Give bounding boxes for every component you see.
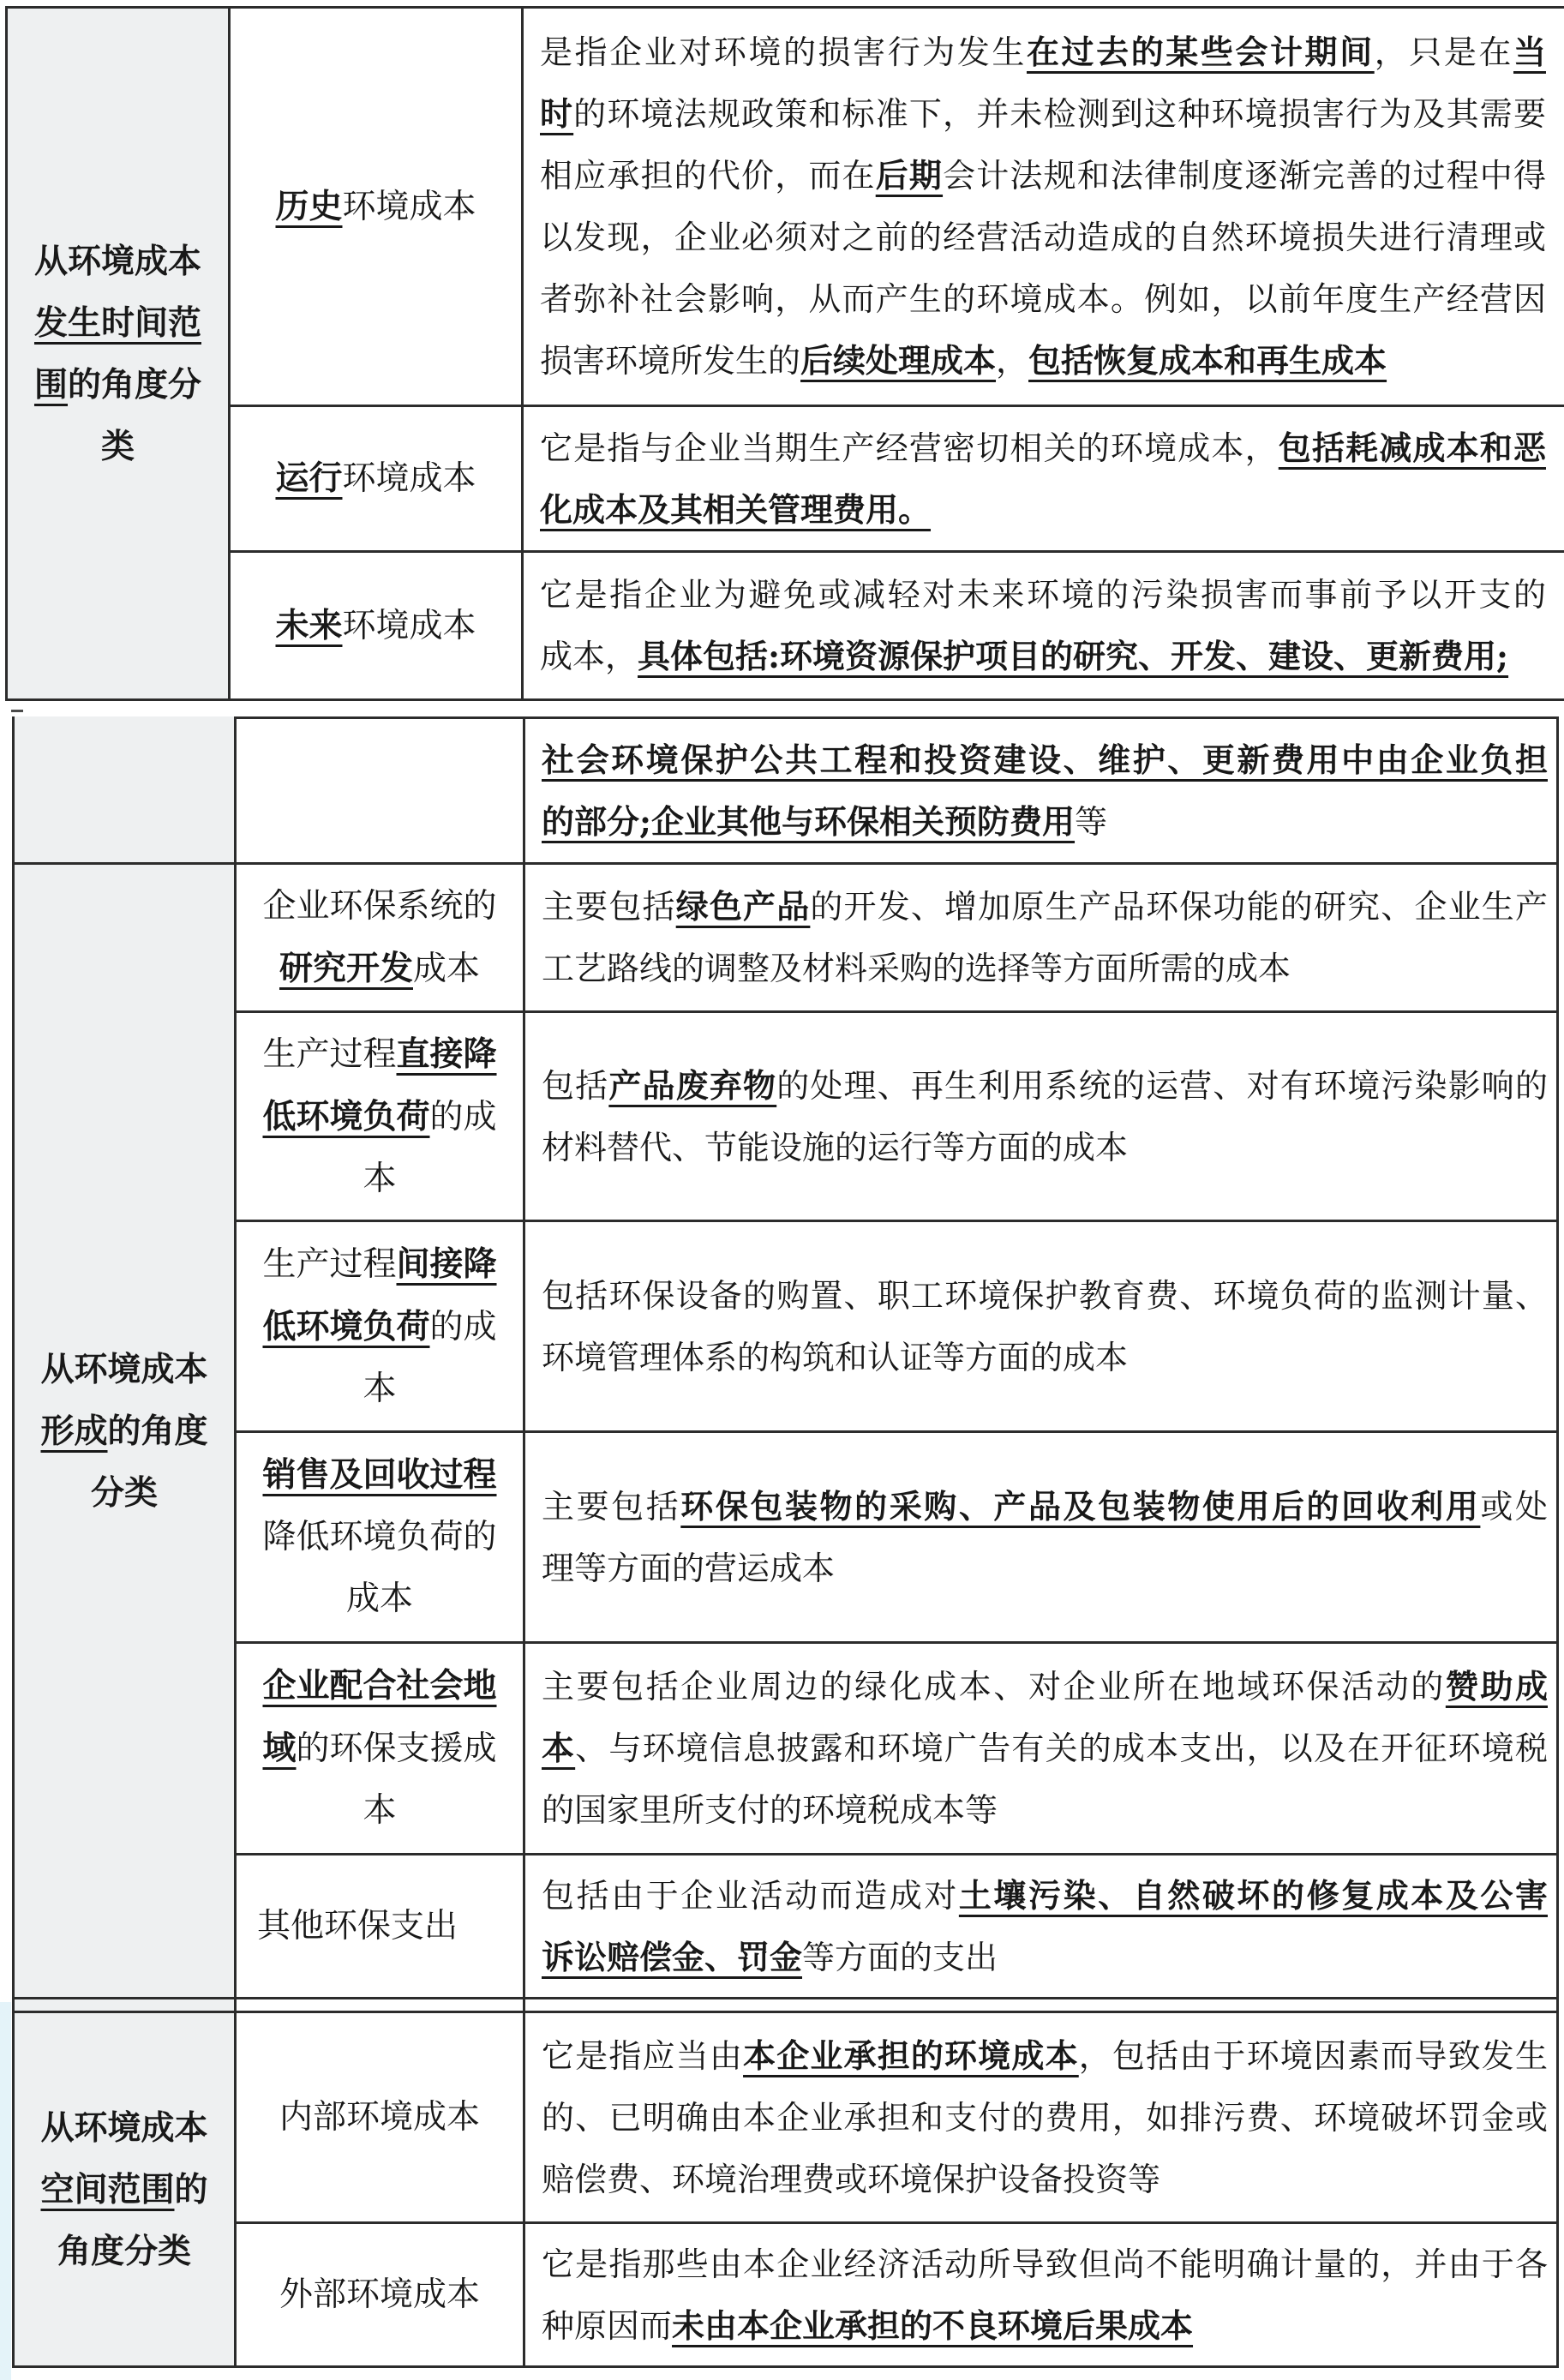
text-line [540,83,1546,145]
text-segment: 成本 [413,949,481,988]
text-line [262,1296,496,1358]
table-spatial-classification [12,2011,1559,2368]
text-segment: 等方面的支出 [802,1938,998,1976]
description-direct-reduction [525,1013,1556,1222]
text-line [542,1055,1548,1117]
text-segment: 或处 [1480,1487,1548,1526]
text-segment: 的成 [429,1097,497,1136]
emphasized-term: 形成 [40,1411,108,1451]
text-segment: 主要包括 [542,1487,681,1526]
text-segment: 分类 [90,1472,158,1513]
text-segment: 环境成本 [342,187,476,226]
text-segment: 外部环境成本 [279,2275,480,2314]
text-segment: 是指企业对环境的损害行为发生 [540,33,1027,71]
text-line [542,1117,1548,1178]
text-segment: 的 [174,2169,208,2209]
text-segment: 相应承担的代价，而在 [540,157,876,195]
text-segment: 损害环境所发生的 [540,342,801,380]
emphasized-term: 间接降 [396,1244,497,1284]
text-segment: 的国家里所支付的环境税成本等 [542,1791,998,1829]
text-line [542,791,1548,853]
description-external [525,2224,1556,2365]
text-line [40,1400,207,1462]
text-segment: 类 [100,426,135,466]
text-line [542,2025,1548,2087]
description-sales-recycling [525,1433,1556,1644]
text-line [279,2264,480,2326]
text-line [542,2233,1548,2295]
text-line [540,417,1546,479]
text-segment: 的角度分 [68,364,202,405]
text-line [542,876,1548,938]
description-future-continued [525,716,1556,865]
text-segment: 、与环境信息披露和环境广告有关的成本支出，以及在开征环境税 [575,1730,1548,1767]
text-segment: 的开发、增加原生产品环保功能的研究、企业生产 [810,888,1548,926]
text-segment: 赔偿费、环境治理费或环境保护设备投资等 [542,2160,1161,2198]
text-segment: 成本， [540,638,638,675]
text-segment: 内部环境成本 [279,2097,480,2137]
text-segment: 材料替代、节能设施的运行等方面的成本 [542,1128,1129,1166]
cost-type-continued [237,716,525,865]
cost-type-indirect-reduction [237,1222,525,1433]
text-line [363,1148,396,1210]
text-line [34,354,201,416]
emphasized-term: 具体包括:环境资源保护项目的研究、开发、建设、更新费用; [638,637,1509,675]
text-line [262,876,496,938]
text-line [279,2087,480,2149]
text-segment: 本 [363,1791,397,1830]
text-line [540,626,1546,687]
cost-type-future [231,553,524,698]
description-other [525,1855,1556,1999]
text-line [91,1462,158,1524]
text-segment: 它是指应当由 [542,2036,744,2075]
emphasized-term: 销售及回收过程 [262,1455,497,1495]
text-line [34,231,201,292]
text-line [540,145,1546,207]
text-segment: 它是指与企业当期生产经营密切相关的环境成本， [540,429,1279,467]
text-segment: 者弥补社会影响，从而产生的环境成本。例如，以前年度生产经营因 [540,280,1546,318]
text-line [279,938,480,1000]
text-segment: 的环境法规政策和标准下，并未检测到这种环境损害行为及其需要 [573,95,1546,133]
text-segment: 企业环保系统的 [262,886,497,926]
description-community-support [525,1644,1556,1855]
edge-tint [0,2002,11,2380]
emphasized-term: 围 [33,364,68,405]
emphasized-term: 包括恢复成本和再生成本 [1028,341,1387,380]
description-indirect-reduction [525,1222,1556,1433]
text-line [542,1327,1548,1388]
text-line [542,1538,1548,1599]
text-segment: 包括 [542,1066,609,1105]
text-line [542,1265,1548,1327]
emphasized-term: 产品废弃物 [608,1065,777,1105]
text-line [542,2295,1548,2357]
text-line [542,729,1548,791]
cost-type-sales-recycling [237,1433,525,1644]
text-segment: 角度分类 [57,2231,191,2271]
table-gap-cell [237,1999,525,2011]
emphasized-term: 土壤污染、自然破坏的修复成本及公害 [958,1875,1548,1915]
emphasized-term: 本企业承担的环境成本 [743,2035,1079,2075]
description-rnd [525,865,1556,1013]
emphasized-term: 域 [262,1729,297,1768]
category-cell-formation [15,865,237,1999]
emphasized-term: 当 [1513,33,1546,71]
page-break-mark [11,710,23,712]
text-line [346,1568,413,1630]
description-future [524,553,1564,698]
cost-type-external [237,2224,525,2365]
text-segment: 降低环境负荷的 [262,1518,497,1556]
table-gap-cell [525,1999,1556,2011]
text-segment: 理等方面的营运成本 [542,1549,836,1587]
text-line [542,1779,1548,1841]
text-line [542,1476,1548,1538]
text-segment: 的成 [429,1307,497,1346]
text-line [275,176,476,238]
text-line [257,1896,458,1957]
text-line [542,2087,1548,2149]
text-segment: 的角度 [107,1411,208,1451]
text-segment: 的环保支援成 [296,1730,497,1768]
text-line [34,292,201,354]
text-segment: 从环境成本 [40,1349,208,1389]
table-formation-classification [12,716,1559,2011]
text-segment: 包括由于企业活动而造成对 [542,1876,959,1915]
emphasized-term: 包括耗减成本和恶 [1278,428,1546,467]
emphasized-term: 低环境负荷 [262,1096,430,1136]
text-line [262,1507,496,1568]
text-segment: 本 [363,1369,397,1408]
category-cell-spatial [15,2013,237,2365]
emphasized-term: 发生时间范 [33,303,201,343]
table-time-range-classification [5,6,1564,701]
emphasized-term: 历史 [275,186,343,226]
description-internal [525,2013,1556,2224]
cost-type-operating [231,407,524,553]
table-gap-cell [15,1999,237,2011]
text-line [540,479,1546,541]
text-line [363,1358,396,1420]
emphasized-term: 绿色产品 [675,887,811,926]
text-segment: 它是指企业为避免或减轻对未来环境的污染损害而事前予以开支的 [540,576,1546,614]
text-line [101,416,135,477]
emphasized-term: 社会环境保护公共工程和投资建设、维护、更新费用中由企业负担 [542,740,1548,779]
text-line [275,595,476,657]
text-segment: 的、已明确由本企业承担和支付的费用，如排污费、环境破坏罚金或 [542,2098,1548,2137]
text-segment: 等 [1075,802,1108,841]
emphasized-term: 研究开发 [279,948,413,988]
text-segment: 其他环保支出 [257,1906,458,1945]
text-segment: 会计法规和法律制度逐渐完善的过程中得 [943,157,1546,195]
text-line [542,2149,1548,2210]
emphasized-term: 企业配合社会地 [262,1666,497,1706]
emphasized-term: 诉讼赔偿金、罚金 [542,1937,803,1976]
text-segment: ，只是在 [1374,33,1513,71]
text-segment: 主要包括企业周边的绿化成本、对企业所在地域环保活动的 [542,1668,1446,1706]
emphasized-term: 化成本及其相关管理费用。 [540,489,932,529]
text-line [540,330,1546,392]
text-line [40,1339,207,1400]
text-line [540,207,1546,268]
text-segment: 环境成本 [342,459,476,498]
text-segment: 的处理、再生利用系统的运营、对有环境污染影响的 [776,1066,1548,1105]
text-segment: 以发现，企业必须对之前的经营活动造成的自然环境损失进行清理或 [540,219,1546,256]
text-line [275,447,476,510]
text-segment: 工艺路线的调整及材料采购的选择等方面所需的成本 [542,950,1291,987]
text-segment: 本 [363,1159,397,1198]
text-line [540,268,1546,330]
text-line [542,1656,1548,1718]
text-line [262,1086,496,1148]
text-line [262,1444,496,1507]
text-line [262,1023,496,1086]
text-line [40,2097,207,2159]
emphasized-term: 空间范围 [40,2169,175,2209]
emphasized-term: 后续处理成本 [800,341,997,380]
emphasized-term: 在过去的某些会计期间 [1026,33,1375,71]
text-segment: 环境成本 [342,606,476,645]
emphasized-term: 环保包装物的采购、产品及包装物使用后的回收利用 [680,1486,1481,1526]
text-segment: 包括环保设备的购置、职工环境保护教育费、环境负荷的监测计量、 [542,1276,1548,1315]
text-line [57,2221,191,2282]
text-segment: 生产过程 [262,1244,397,1284]
text-line [542,1927,1548,1988]
text-line [542,938,1548,999]
text-segment: 从环境成本 [33,241,201,281]
text-segment: 从环境成本 [40,2107,208,2148]
category-cell-continued [15,716,237,865]
emphasized-term: 运行 [275,459,343,498]
emphasized-term: 时 [540,94,574,133]
text-segment: 生产过程 [262,1034,397,1074]
cost-type-direct-reduction [237,1013,525,1222]
category-cell-time-range [8,9,231,698]
text-line [542,1718,1548,1779]
emphasized-term: 低环境负荷 [262,1306,430,1346]
text-segment: ，包括由于环境因素而导致发生 [1078,2036,1548,2075]
text-line [540,564,1546,626]
text-line [363,1780,396,1842]
text-segment: 它是指那些由本企业经济活动所导致但尚不能明确计量的，并由于各 [542,2245,1548,2283]
text-line [262,1233,496,1296]
text-segment: 主要包括 [542,888,676,926]
text-line [262,1718,496,1780]
emphasized-term: 的部分;企业其他与环保相关预防费用 [542,801,1076,841]
text-segment: 种原因而 [542,2306,673,2345]
emphasized-term: 未由本企业承担的不良环境后果成本 [672,2305,1194,2345]
cost-type-historical [231,9,524,407]
cost-type-rnd [237,865,525,1013]
description-historical [524,9,1564,407]
cost-type-other [237,1855,525,1999]
emphasized-term: 本 [542,1729,576,1767]
text-segment: ， [996,342,1029,380]
emphasized-term: 后期 [875,156,944,195]
cost-type-community-support [237,1644,525,1855]
text-line [40,2159,207,2221]
emphasized-term: 未来 [275,605,343,645]
emphasized-term: 直接降 [396,1034,497,1074]
cost-type-internal [237,2013,525,2224]
text-line [542,1865,1548,1927]
text-line [262,1655,496,1718]
emphasized-term: 赞助成 [1445,1667,1548,1706]
description-operating [524,407,1564,553]
text-segment: 环境管理体系的构筑和认证等方面的成本 [542,1338,1129,1376]
text-segment: 成本 [345,1580,413,1618]
text-line [540,21,1546,83]
